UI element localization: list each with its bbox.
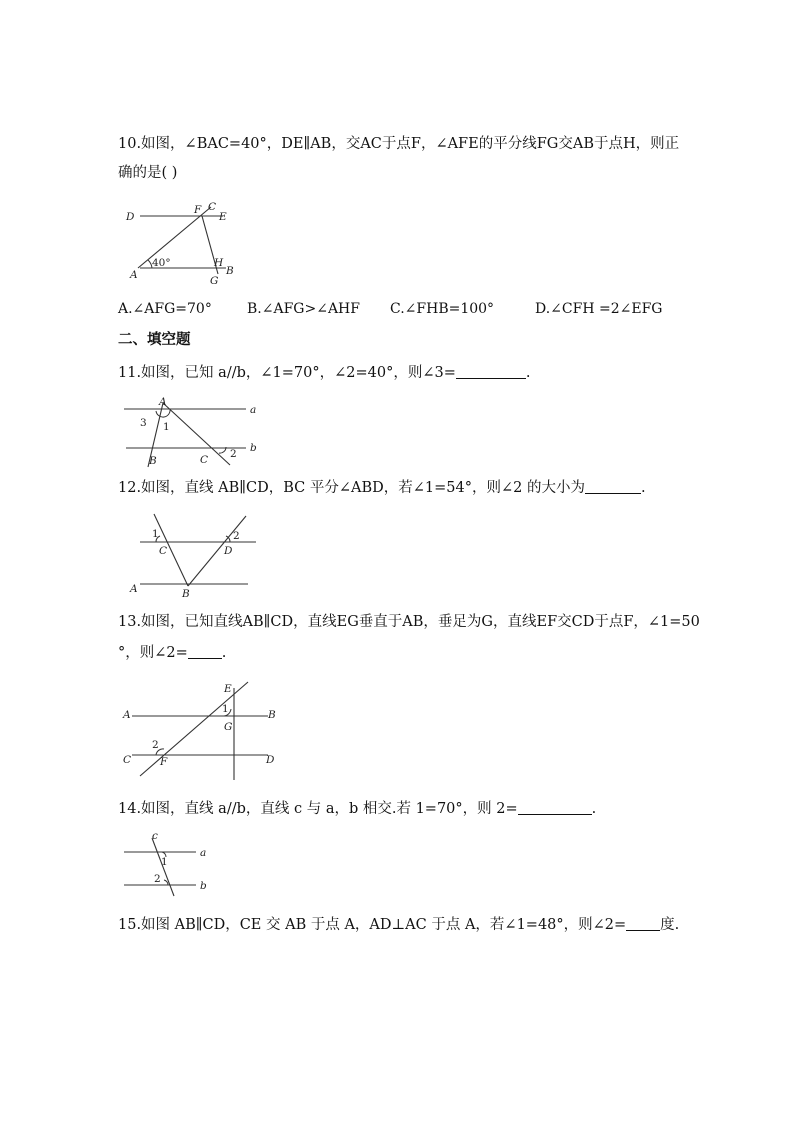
label-b: B bbox=[182, 588, 190, 600]
q12-answer-blank bbox=[585, 479, 641, 494]
q15-end: 度. bbox=[660, 917, 680, 933]
label-angle-3: 3 bbox=[140, 417, 147, 429]
label-angle-1: 1 bbox=[161, 856, 168, 868]
q13-end: . bbox=[221, 645, 227, 661]
label-b: B bbox=[226, 265, 234, 277]
q13-figure bbox=[118, 678, 278, 784]
q15-question: 15.如图 AB∥CD，CE 交 AB 于点 A，AD⊥AC 于点 A，若∠1=48°，则∠2= bbox=[118, 917, 627, 933]
q14-question: 14.如图，直线 a//b，直线 c 与 a，b 相交.若 1=70°，则 2= bbox=[118, 801, 518, 817]
q10-option-c: C.∠FHB=100° bbox=[390, 301, 495, 317]
q14-figure bbox=[118, 830, 218, 898]
q13-text-line2 bbox=[118, 643, 226, 663]
label-h: H bbox=[214, 257, 224, 269]
q11-question: 11.如图，已知 a//b，∠1=70°，∠2=40°，则∠3= bbox=[118, 365, 456, 381]
q14-end: . bbox=[591, 801, 597, 817]
label-b: B bbox=[268, 709, 276, 721]
label-a: A bbox=[130, 583, 138, 595]
q10-option-d: D.∠CFH =2∠EFG bbox=[535, 301, 663, 317]
label-a-point: A bbox=[159, 396, 167, 408]
q15-text bbox=[118, 915, 679, 935]
label-d: D bbox=[224, 545, 233, 557]
label-line-b: b bbox=[250, 442, 257, 454]
label-d: D bbox=[266, 754, 275, 766]
label-e: E bbox=[224, 683, 232, 695]
label-a: A bbox=[123, 709, 131, 721]
label-f: F bbox=[194, 204, 202, 216]
line-ac bbox=[163, 403, 230, 465]
label-c: C bbox=[208, 201, 217, 213]
angle-arc-1 bbox=[156, 409, 170, 417]
line-bd bbox=[188, 516, 246, 586]
label-angle-40: 40° bbox=[152, 257, 171, 269]
q13-answer-blank bbox=[188, 644, 222, 659]
q12-question: 12.如图，直线 AB∥CD，BC 平分∠ABD，若∠1=54°，则∠2 的大小为 bbox=[118, 480, 585, 496]
label-c: C bbox=[123, 754, 132, 766]
label-d: D bbox=[126, 211, 135, 223]
q14-text bbox=[118, 799, 596, 819]
label-c: C bbox=[159, 545, 168, 557]
label-b-point: B bbox=[149, 455, 157, 467]
label-c-point: C bbox=[200, 454, 209, 466]
q11-figure bbox=[118, 393, 268, 469]
label-angle-2: 2 bbox=[230, 448, 237, 460]
q13-text-line1: 13.如图，已知直线AB∥CD，直线EG垂直于AB，垂足为G，直线EF交CD于点F，∠1=50 bbox=[118, 614, 700, 630]
q11-answer-blank bbox=[456, 364, 526, 379]
q15-answer-blank bbox=[626, 916, 660, 931]
label-line-a: a bbox=[200, 847, 207, 859]
q13-question: °，则∠2= bbox=[118, 645, 188, 661]
q10-option-b: B.∠AFG>∠AHF bbox=[247, 301, 360, 317]
label-line-b: b bbox=[200, 880, 207, 892]
q10-figure bbox=[118, 198, 248, 290]
q14-answer-blank bbox=[518, 800, 592, 815]
q10-option-a: A.∠AFG=70° bbox=[118, 301, 212, 317]
q10-text-line1: 10.如图，∠BAC=40°，DE∥AB，交AC于点F，∠AFE的平分线FG交AB于点H，则正 bbox=[118, 136, 680, 152]
label-angle-2: 2 bbox=[154, 873, 161, 885]
label-g: G bbox=[210, 275, 219, 287]
label-angle-1: 1 bbox=[163, 421, 170, 433]
q11-end: . bbox=[525, 365, 531, 381]
label-g: G bbox=[224, 721, 233, 733]
label-e: E bbox=[219, 211, 227, 223]
q11-text bbox=[118, 363, 530, 383]
label-angle-1: 1 bbox=[152, 528, 159, 540]
label-angle-2: 2 bbox=[152, 739, 159, 751]
q12-end: . bbox=[640, 480, 646, 496]
label-a: A bbox=[130, 269, 138, 281]
label-angle-1: 1 bbox=[222, 703, 229, 715]
label-f: F bbox=[160, 756, 168, 768]
section-heading: 二、填空题 bbox=[118, 332, 191, 348]
label-angle-2: 2 bbox=[233, 530, 240, 542]
angle-arc-2 bbox=[164, 880, 168, 885]
q10-text-line2: 确的是( ) bbox=[118, 165, 178, 181]
q12-text bbox=[118, 478, 646, 498]
label-line-a: a bbox=[250, 404, 257, 416]
q12-figure bbox=[118, 512, 263, 600]
label-line-c: c bbox=[152, 830, 158, 842]
